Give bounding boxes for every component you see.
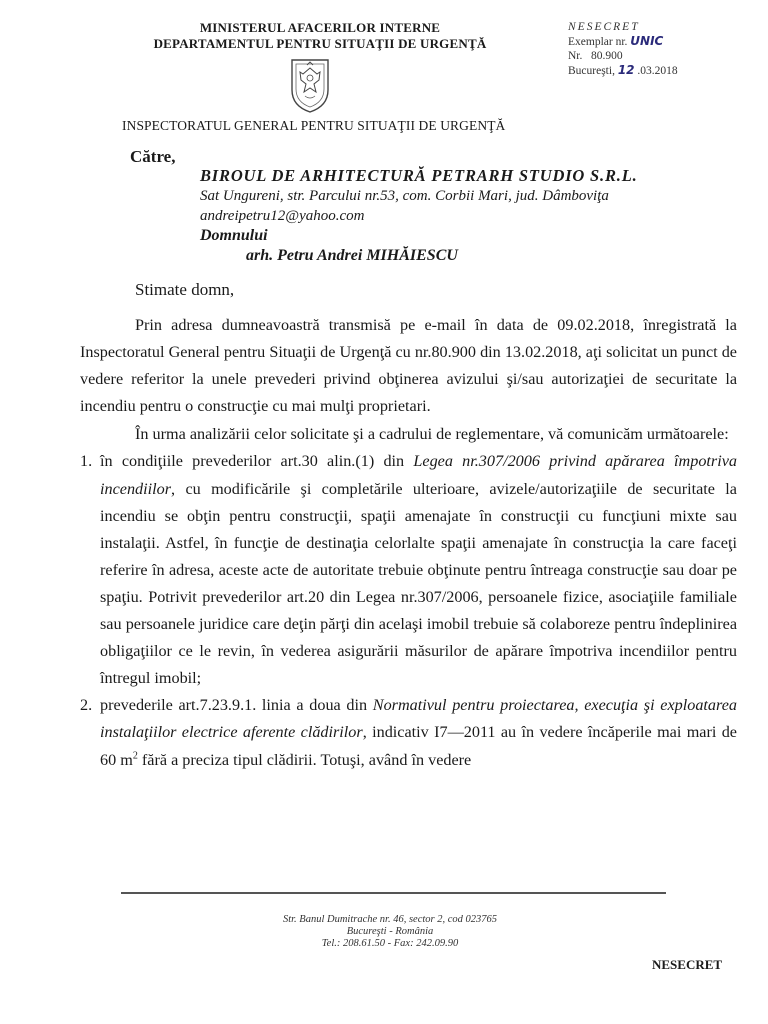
registration-number (568, 49, 678, 63)
list-item-1 (80, 448, 737, 692)
footer-phone: Tel.: 208.61.50 - Fax: 242.09.90 (321, 938, 459, 949)
recipient-email: andreipetru12@yahoo.com (200, 208, 365, 224)
recipient-title: Domnului (200, 227, 268, 244)
to-label: Către, (130, 147, 176, 166)
norm-reference: Normativul pentru proiectarea, execuţia şi exploatarea instalaţiilor electrice aferente clădirilor (100, 696, 738, 742)
letterhead (120, 20, 520, 52)
letter-body (80, 312, 737, 774)
numbered-list (80, 448, 737, 773)
paragraph-1: Prin adresa dumneavoastră transmisă pe e-mail în data de 09.02.2018, înregistrată la Inspectoratul General pentru Situaţii de Urgenţă cu nr.80.900 din 13.02.2018, aţi solicitat un punct de vedere referitor la unele prevederi privind obţinerea avizului şi/sau autorizaţiei de securitate la incendiu pentru o construcţie cu mai mulţi proprietari. (80, 316, 737, 416)
place-label: Bucureşti, (568, 65, 615, 77)
exemplar-line (568, 34, 678, 49)
nr-label: Nr. (568, 50, 583, 62)
footer-classification: NESECRET (652, 957, 723, 972)
list-item-text: fără a preciza tipul clădirii. Totuşi, având în vedere (137, 750, 472, 769)
date-day: 12 (617, 63, 635, 77)
date-line (568, 63, 678, 78)
list-item-text: , cu modificările şi completările ulterioare, avizele/autorizaţiile de securitate la incendiu se obţin pentru construcţii, spaţii amenajate în construcţii cu funcţiuni mixte sau instalaţii. Astfel, în funcţie de destinaţia celorlalte spaţii amenajate în construcţia la care faceţi referire în adresa, aceste acte de autoritate trebuie obţinute pentru întreaga construcţie sau doar pe spaţiu. Potrivit prevederilor art.20 din Legea nr.307/2006, persoanele fizice, asociaţiile familiale sau persoanele juridice care deţin părţi din acelaşi imobil trebuie să colaboreze pentru îndeplinirea obligaţiilor ce le revin, în vederea asigurării măsurilor de apărare împotriva incendiilor pentru întregul imobil; (100, 479, 737, 688)
recipient-block (200, 166, 638, 266)
inspectorate-name: INSPECTORATUL GENERAL PENTRU SITUAŢII DE URGENŢĂ (122, 118, 506, 133)
classification-block (568, 20, 678, 78)
footer-city: Bucureşti - România (346, 926, 434, 937)
footer-address (200, 914, 580, 950)
law-reference: Legea nr.307/2006 privind apărarea împotriva incendiilor (100, 452, 737, 498)
list-item-text: în condiţiile prevederilor art.30 alin.(1) din (100, 452, 414, 471)
paragraph-2: În urma analizării celor solicitate şi a cadrului de reglementare, vă comunicăm următoarele: (135, 425, 729, 444)
recipient-address: Sat Ungureni, str. Parcului nr.53, com. Corbii Mari, jud. Dâmboviţa (200, 188, 609, 204)
list-item-2 (80, 692, 737, 773)
department-name: DEPARTAMENTUL PENTRU SITUAŢII DE URGENŢĂ (153, 36, 487, 51)
coat-of-arms-icon (288, 56, 332, 114)
list-item-text: , indicativ I7—2011 au în vedere încăperile mai mari de 60 m (100, 723, 737, 769)
classification-tag: NESECRET (568, 21, 640, 33)
exemplar-value: UNIC (630, 34, 664, 48)
greeting: Stimate domn, (135, 280, 235, 299)
superscript: 2 (132, 750, 138, 762)
list-item-number: 2. (80, 696, 93, 715)
recipient-firm: BIROUL DE ARHITECTURĂ PETRARH STUDIO S.R.L. (200, 166, 638, 185)
nr-value: 80.900 (591, 50, 623, 62)
recipient-name: arh. Petru Andrei MIHĂIESCU (246, 247, 458, 264)
exemplar-label: Exemplar nr. (568, 36, 628, 48)
date-rest: .03.2018 (637, 65, 678, 77)
footer-street: Str. Banul Dumitrache nr. 46, sector 2, cod 023765 (282, 914, 498, 925)
list-item-text: prevederile art.7.23.9.1. linia a doua din (100, 696, 373, 715)
ministry-name: MINISTERUL AFACERILOR INTERNE (199, 20, 441, 35)
list-item-number: 1. (80, 452, 93, 471)
footer-divider (121, 892, 666, 894)
